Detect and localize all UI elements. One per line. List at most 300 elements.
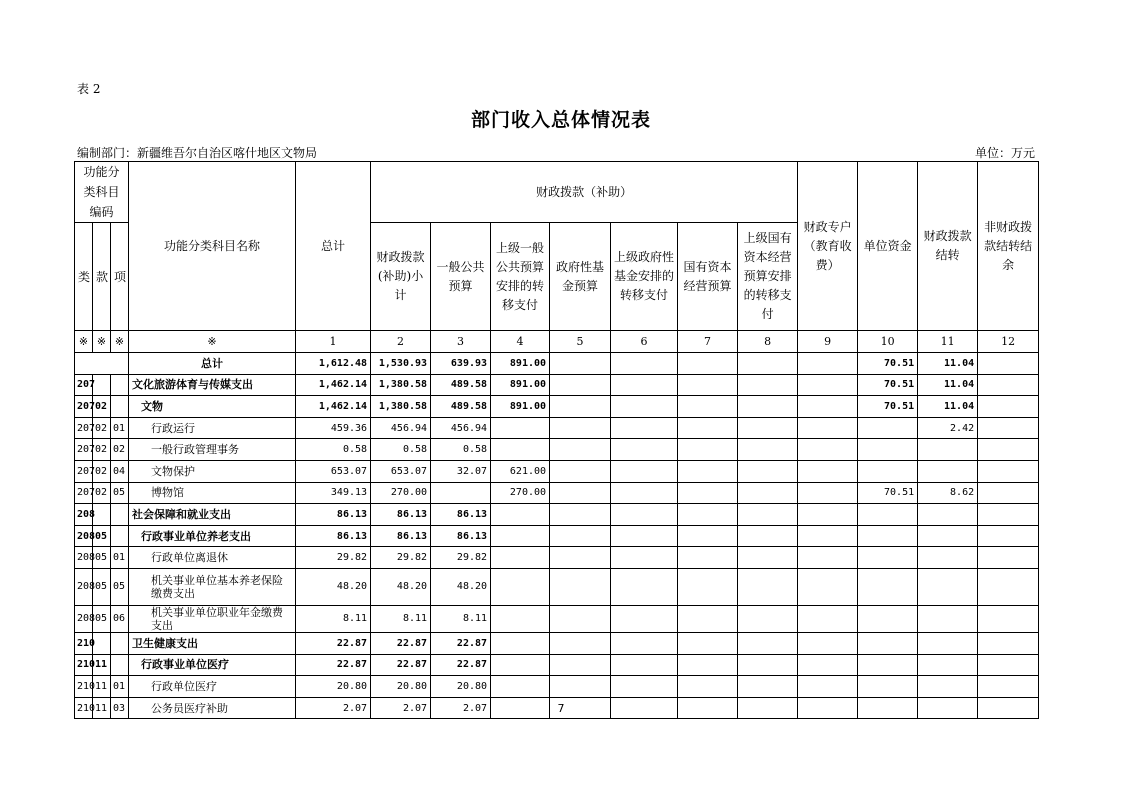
amount-c2-cell: 0.58 (371, 439, 431, 461)
amount-c5-cell (550, 547, 611, 569)
code-kuan-cell: 02 (93, 417, 111, 439)
code-xiang-cell: 01 (111, 417, 129, 439)
amount-c9-cell (798, 460, 858, 482)
amount-c7-cell (678, 568, 738, 605)
amount-c2-cell: 456.94 (371, 417, 431, 439)
header-c8: 上级国有资本经营预算安排的转移支付 (738, 223, 798, 331)
unit-label: 单位：万元 (974, 146, 1035, 160)
amount-c9-cell (798, 374, 858, 396)
table-row (75, 353, 1039, 375)
amount-c4-cell (491, 547, 550, 569)
table-row (75, 417, 1039, 439)
code-lei-cell: 208 (75, 525, 93, 547)
amount-c8-cell (738, 439, 798, 461)
code-xiang-cell (111, 525, 129, 547)
amount-c12-cell (978, 525, 1039, 547)
amount-c5-cell (550, 525, 611, 547)
amount-c8-cell (738, 632, 798, 654)
amount-c4-cell: 891.00 (491, 374, 550, 396)
amount-c11-cell (918, 654, 978, 676)
amount-c4-cell: 891.00 (491, 353, 550, 375)
index-cell: ※ (75, 331, 93, 353)
amount-c10-cell (858, 504, 918, 526)
code-kuan-cell: 02 (93, 396, 111, 418)
index-cell: 9 (798, 331, 858, 353)
amount-c10-cell: 70.51 (858, 482, 918, 504)
amount-c11-cell: 11.04 (918, 353, 978, 375)
amount-c9-cell (798, 676, 858, 698)
amount-c12-cell (978, 374, 1039, 396)
amount-c9-cell (798, 417, 858, 439)
amount-c9-cell (798, 439, 858, 461)
amount-c2-cell: 653.07 (371, 460, 431, 482)
amount-c4-cell (491, 439, 550, 461)
subject-name-cell: 行政运行 (129, 417, 296, 439)
header-code-group: 功能分类科目编码 (75, 162, 129, 223)
code-lei-cell: 208 (75, 504, 93, 526)
code-xiang-cell: 02 (111, 439, 129, 461)
amount-c11-cell (918, 676, 978, 698)
amount-total-cell: 653.07 (296, 460, 371, 482)
amount-c10-cell (858, 417, 918, 439)
amount-c4-cell: 270.00 (491, 482, 550, 504)
amount-c12-cell (978, 417, 1039, 439)
subject-name-cell: 公务员医疗补助 (129, 697, 296, 719)
index-cell: ※ (111, 331, 129, 353)
subject-name-cell: 文物保护 (129, 460, 296, 482)
code-xiang-cell: 05 (111, 482, 129, 504)
table-row (75, 374, 1039, 396)
amount-total-cell: 20.80 (296, 676, 371, 698)
amount-c7-cell (678, 374, 738, 396)
subject-name-cell: 总计 (129, 353, 296, 375)
amount-c5-cell (550, 568, 611, 605)
code-kuan-cell: 11 (93, 697, 111, 719)
code-lei-cell: 207 (75, 374, 93, 396)
amount-c3-cell: 2.07 (431, 697, 491, 719)
amount-c2-cell: 1,530.93 (371, 353, 431, 375)
table-body (75, 162, 1039, 719)
amount-c10-cell (858, 632, 918, 654)
amount-c9-cell (798, 482, 858, 504)
amount-c11-cell: 11.04 (918, 396, 978, 418)
amount-total-cell: 1,612.48 (296, 353, 371, 375)
subject-name-cell: 一般行政管理事务 (129, 439, 296, 461)
subject-name-cell: 行政事业单位医疗 (129, 654, 296, 676)
amount-c3-cell: 86.13 (431, 504, 491, 526)
code-xiang-cell: 06 (111, 605, 129, 632)
amount-c12-cell (978, 605, 1039, 632)
code-lei-cell: 210 (75, 654, 93, 676)
amount-c4-cell (491, 632, 550, 654)
amount-c7-cell (678, 654, 738, 676)
amount-c8-cell (738, 396, 798, 418)
amount-c12-cell (978, 654, 1039, 676)
amount-c6-cell (611, 547, 678, 569)
code-xiang-cell: 05 (111, 568, 129, 605)
amount-c5-cell (550, 353, 611, 375)
header-c6: 上级政府性基金安排的转移支付 (611, 223, 678, 331)
amount-c9-cell (798, 353, 858, 375)
code-kuan-cell: 11 (93, 676, 111, 698)
amount-c7-cell (678, 396, 738, 418)
amount-c11-cell (918, 547, 978, 569)
amount-c8-cell (738, 353, 798, 375)
amount-c5-cell (550, 396, 611, 418)
header-c7: 国有资本经营预算 (678, 223, 738, 331)
amount-c11-cell (918, 525, 978, 547)
amount-c2-cell: 270.00 (371, 482, 431, 504)
amount-total-cell: 459.36 (296, 417, 371, 439)
code-cell (75, 353, 129, 375)
amount-c9-cell (798, 605, 858, 632)
code-xiang-cell: 04 (111, 460, 129, 482)
amount-c5-cell (550, 417, 611, 439)
amount-c4-cell (491, 504, 550, 526)
amount-c12-cell (978, 482, 1039, 504)
code-lei-cell: 210 (75, 632, 93, 654)
code-lei-cell: 207 (75, 417, 93, 439)
header-fiscal-group: 财政拨款（补助） (371, 162, 798, 223)
amount-c6-cell (611, 605, 678, 632)
index-cell: 4 (491, 331, 550, 353)
amount-c2-cell: 22.87 (371, 654, 431, 676)
amount-c10-cell: 70.51 (858, 353, 918, 375)
header-c9: 财政专户（教育收费） (798, 162, 858, 331)
code-xiang-cell: 03 (111, 697, 129, 719)
amount-c10-cell (858, 676, 918, 698)
amount-c4-cell (491, 654, 550, 676)
index-cell: ※ (129, 331, 296, 353)
table-row (75, 605, 1039, 632)
amount-c12-cell (978, 396, 1039, 418)
amount-c8-cell (738, 547, 798, 569)
amount-c5-cell (550, 460, 611, 482)
page-number: 7 (557, 702, 565, 715)
amount-c8-cell (738, 417, 798, 439)
table-row (75, 525, 1039, 547)
code-kuan-cell: 11 (93, 654, 111, 676)
table-number-label: 表 2 (77, 82, 101, 96)
index-cell: 2 (371, 331, 431, 353)
code-lei-cell: 210 (75, 676, 93, 698)
subject-name-cell: 卫生健康支出 (129, 632, 296, 654)
amount-c8-cell (738, 654, 798, 676)
amount-c10-cell: 70.51 (858, 374, 918, 396)
amount-c2-cell: 48.20 (371, 568, 431, 605)
amount-total-cell: 2.07 (296, 697, 371, 719)
amount-c12-cell (978, 568, 1039, 605)
header-c12: 非财政拨款结转结余 (978, 162, 1039, 331)
amount-c2-cell: 2.07 (371, 697, 431, 719)
amount-c7-cell (678, 504, 738, 526)
amount-c7-cell (678, 460, 738, 482)
amount-c12-cell (978, 547, 1039, 569)
amount-c5-cell (550, 676, 611, 698)
amount-c8-cell (738, 504, 798, 526)
code-kuan-cell: 05 (93, 547, 111, 569)
header-c11: 财政拨款结转 (918, 162, 978, 331)
amount-total-cell: 48.20 (296, 568, 371, 605)
page-title: 部门收入总体情况表 (470, 109, 651, 131)
index-cell: 8 (738, 331, 798, 353)
amount-c11-cell (918, 632, 978, 654)
amount-c11-cell (918, 568, 978, 605)
amount-c6-cell (611, 417, 678, 439)
amount-total-cell: 1,462.14 (296, 396, 371, 418)
header-c2: 财政拨款(补助)小计 (371, 223, 431, 331)
amount-c6-cell (611, 396, 678, 418)
table-row (75, 568, 1039, 605)
amount-c11-cell: 2.42 (918, 417, 978, 439)
amount-c4-cell: 891.00 (491, 396, 550, 418)
code-lei-cell: 207 (75, 396, 93, 418)
amount-c8-cell (738, 525, 798, 547)
amount-c6-cell (611, 460, 678, 482)
amount-c10-cell (858, 547, 918, 569)
amount-c3-cell: 29.82 (431, 547, 491, 569)
amount-c2-cell: 86.13 (371, 525, 431, 547)
amount-c10-cell (858, 525, 918, 547)
subject-name-cell: 文化旅游体育与传媒支出 (129, 374, 296, 396)
index-cell: 12 (978, 331, 1039, 353)
amount-c9-cell (798, 568, 858, 605)
amount-c5-cell (550, 439, 611, 461)
code-xiang-cell (111, 504, 129, 526)
amount-c12-cell (978, 439, 1039, 461)
subject-name-cell: 文物 (129, 396, 296, 418)
code-lei-cell: 208 (75, 605, 93, 632)
code-lei-cell: 207 (75, 460, 93, 482)
table-row (75, 654, 1039, 676)
amount-c6-cell (611, 374, 678, 396)
subject-name-cell: 社会保障和就业支出 (129, 504, 296, 526)
amount-c9-cell (798, 504, 858, 526)
code-kuan-cell: 05 (93, 525, 111, 547)
table-row (75, 676, 1039, 698)
code-kuan-cell (93, 504, 111, 526)
index-cell: 11 (918, 331, 978, 353)
amount-c12-cell (978, 676, 1039, 698)
table-row (75, 482, 1039, 504)
amount-c6-cell (611, 676, 678, 698)
code-kuan-cell (93, 374, 111, 396)
amount-total-cell: 86.13 (296, 525, 371, 547)
header-xiang: 项 (111, 223, 129, 331)
code-xiang-cell (111, 396, 129, 418)
table-row (75, 632, 1039, 654)
amount-c11-cell: 8.62 (918, 482, 978, 504)
amount-total-cell: 8.11 (296, 605, 371, 632)
amount-c5-cell (550, 605, 611, 632)
header-name: 功能分类科目名称 (129, 162, 296, 331)
subject-name-cell: 行政单位离退休 (129, 547, 296, 569)
amount-c2-cell: 20.80 (371, 676, 431, 698)
index-cell: 3 (431, 331, 491, 353)
amount-c10-cell (858, 439, 918, 461)
amount-total-cell: 22.87 (296, 632, 371, 654)
revenue-table (74, 161, 1039, 719)
amount-c11-cell (918, 605, 978, 632)
amount-c9-cell (798, 547, 858, 569)
amount-c4-cell (491, 568, 550, 605)
header-c4: 上级一般公共预算安排的转移支付 (491, 223, 550, 331)
code-xiang-cell: 01 (111, 676, 129, 698)
amount-c2-cell: 29.82 (371, 547, 431, 569)
amount-c10-cell (858, 654, 918, 676)
header-c5: 政府性基金预算 (550, 223, 611, 331)
amount-c7-cell (678, 676, 738, 698)
amount-c6-cell (611, 654, 678, 676)
code-kuan-cell: 05 (93, 605, 111, 632)
code-kuan-cell: 02 (93, 482, 111, 504)
amount-c3-cell: 22.87 (431, 654, 491, 676)
code-lei-cell: 208 (75, 568, 93, 605)
code-kuan-cell: 02 (93, 439, 111, 461)
amount-c7-cell (678, 605, 738, 632)
amount-c3-cell: 20.80 (431, 676, 491, 698)
subject-name-cell: 博物馆 (129, 482, 296, 504)
amount-c3-cell: 32.07 (431, 460, 491, 482)
code-kuan-cell: 02 (93, 460, 111, 482)
table-row (75, 547, 1039, 569)
amount-c2-cell: 22.87 (371, 632, 431, 654)
code-xiang-cell (111, 374, 129, 396)
table-row (75, 504, 1039, 526)
amount-c7-cell (678, 482, 738, 504)
amount-c5-cell (550, 504, 611, 526)
amount-c3-cell: 86.13 (431, 525, 491, 547)
amount-c4-cell (491, 605, 550, 632)
amount-c10-cell: 70.51 (858, 396, 918, 418)
subject-name-cell: 行政单位医疗 (129, 676, 296, 698)
amount-c8-cell (738, 482, 798, 504)
amount-c9-cell (798, 525, 858, 547)
amount-c4-cell (491, 417, 550, 439)
amount-c7-cell (678, 353, 738, 375)
code-kuan-cell (93, 632, 111, 654)
amount-c3-cell: 639.93 (431, 353, 491, 375)
amount-total-cell: 29.82 (296, 547, 371, 569)
amount-c3-cell: 8.11 (431, 605, 491, 632)
amount-c7-cell (678, 439, 738, 461)
amount-c7-cell (678, 547, 738, 569)
amount-c11-cell (918, 504, 978, 526)
header-kuan: 款 (93, 223, 111, 331)
amount-c2-cell: 1,380.58 (371, 374, 431, 396)
code-xiang-cell (111, 632, 129, 654)
amount-c7-cell (678, 417, 738, 439)
amount-c9-cell (798, 654, 858, 676)
table-row (75, 460, 1039, 482)
amount-c3-cell: 48.20 (431, 568, 491, 605)
amount-c6-cell (611, 632, 678, 654)
header-lei: 类 (75, 223, 93, 331)
amount-c6-cell (611, 439, 678, 461)
amount-c11-cell: 11.04 (918, 374, 978, 396)
index-cell: 5 (550, 331, 611, 353)
subject-name-cell: 机关事业单位职业年金缴费支出 (129, 605, 296, 632)
code-xiang-cell: 01 (111, 547, 129, 569)
code-kuan-cell: 05 (93, 568, 111, 605)
amount-c4-cell (491, 676, 550, 698)
amount-total-cell: 86.13 (296, 504, 371, 526)
amount-total-cell: 1,462.14 (296, 374, 371, 396)
amount-c8-cell (738, 605, 798, 632)
amount-c5-cell (550, 654, 611, 676)
amount-c8-cell (738, 676, 798, 698)
code-lei-cell: 208 (75, 547, 93, 569)
amount-c12-cell (978, 353, 1039, 375)
code-lei-cell: 207 (75, 439, 93, 461)
amount-total-cell: 22.87 (296, 654, 371, 676)
amount-c8-cell (738, 568, 798, 605)
header-c10: 单位资金 (858, 162, 918, 331)
amount-c8-cell (738, 374, 798, 396)
amount-c11-cell (918, 460, 978, 482)
amount-c11-cell (918, 439, 978, 461)
amount-c4-cell (491, 525, 550, 547)
amount-c8-cell (738, 460, 798, 482)
amount-c7-cell (678, 632, 738, 654)
subject-name-cell: 机关事业单位基本养老保险缴费支出 (129, 568, 296, 605)
amount-c6-cell (611, 482, 678, 504)
index-cell: ※ (93, 331, 111, 353)
header-row-1 (75, 162, 1039, 223)
amount-c3-cell: 489.58 (431, 374, 491, 396)
amount-c9-cell (798, 632, 858, 654)
index-cell: 10 (858, 331, 918, 353)
amount-c12-cell (978, 632, 1039, 654)
table-row (75, 439, 1039, 461)
index-cell: 6 (611, 331, 678, 353)
amount-c12-cell (978, 460, 1039, 482)
amount-c5-cell (550, 632, 611, 654)
index-cell: 1 (296, 331, 371, 353)
amount-c5-cell (550, 374, 611, 396)
code-xiang-cell (111, 654, 129, 676)
amount-total-cell: 0.58 (296, 439, 371, 461)
amount-c3-cell: 22.87 (431, 632, 491, 654)
amount-c6-cell (611, 568, 678, 605)
amount-c3-cell: 456.94 (431, 417, 491, 439)
amount-c5-cell (550, 482, 611, 504)
index-cell: 7 (678, 331, 738, 353)
amount-c9-cell (798, 396, 858, 418)
org-label: 编制部门：新疆维吾尔自治区喀什地区文物局 (77, 146, 318, 160)
amount-c4-cell: 621.00 (491, 460, 550, 482)
subject-name-cell: 行政事业单位养老支出 (129, 525, 296, 547)
amount-c2-cell: 86.13 (371, 504, 431, 526)
amount-c12-cell (978, 504, 1039, 526)
amount-c10-cell (858, 568, 918, 605)
index-row (75, 331, 1039, 353)
amount-c3-cell (431, 482, 491, 504)
amount-c6-cell (611, 525, 678, 547)
header-total: 总计 (296, 162, 371, 331)
amount-c7-cell (678, 525, 738, 547)
amount-c3-cell: 0.58 (431, 439, 491, 461)
amount-c10-cell (858, 460, 918, 482)
table-row (75, 396, 1039, 418)
amount-c3-cell: 489.58 (431, 396, 491, 418)
code-lei-cell: 210 (75, 697, 93, 719)
amount-c2-cell: 8.11 (371, 605, 431, 632)
amount-c6-cell (611, 353, 678, 375)
amount-c6-cell (611, 504, 678, 526)
amount-total-cell: 349.13 (296, 482, 371, 504)
amount-c2-cell: 1,380.58 (371, 396, 431, 418)
